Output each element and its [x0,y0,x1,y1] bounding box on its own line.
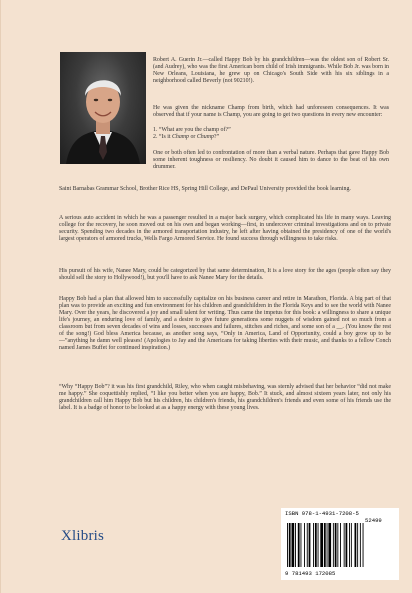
barcode-bar [335,523,337,567]
barcode-bar [287,523,288,567]
barcode-bar [349,523,350,567]
confrontation-paragraph: One or both often led to confrontation of more than a verbal nature. Perhaps that gave Happy Bob some inherent toughness or resiliency. No doubt it caused him to dance to the beat of his own drummer. [153,150,389,170]
schools-paragraph: Saint Barnabas Grammar School, Brother Rice HS, Spring Hill College, and DePaul University provided the book learning. [59,186,351,192]
barcode-bar [351,523,352,567]
barcode-bar [327,523,328,567]
question-item-1: 1. “What are you the champ of?” [153,127,231,133]
barcode-bar [295,523,296,567]
career-paragraph: A serious auto accident in which he was a passenger resulted in a major back surgery, which complicated his life in many ways. Leaving college for the recovery, he soon moved out on his own and began working—first, in undercover criminal investigations and on to private security. Spending two decades in the armored transportation industry, he left after having obtained the presidency of one of the world's largest operators of armored trucks, Wells Fargo Armored Service. He found success through willingness to take risks. [59,215,391,242]
barcode-bar [328,523,331,567]
barcode-bar [320,523,323,567]
barcode-bar [346,523,348,567]
barcode-bar [355,523,357,567]
barcode-bar [318,523,319,567]
plan-paragraph: Happy Bob had a plan that allowed him to successfully capitalize on his business career and retire in Marathon, Florida. A big part of that plan was to provide an exciting and fun environment for his children and grandchildren in the Florida Keys and to see the world with Nanee Mary. Over the years, he discovered a joy and small talent for writing. Thus came the impetus for this book: a willingness to share a unique life's journey, an enduring love of family, and a desire to give future generations some nuggets of wisdom gained not so much from a classroom but from seven decades of wins and losses, successes and failures, stitches and riches, and some son of a __. (You know the rest of the song!) God bless America because, as another song says, “Only in America, Land of Opportunity, could a boy grow up to be—”anything he damn well pleases! (Apologies to Jay and the Americans for taking liberties with their music, and thanks to a fellow Conch named James Buffet for continued inspiration.) [59,296,391,351]
barcode-bar [315,523,317,567]
barcode-bar [363,523,364,567]
barcode-bar [360,523,361,567]
intro-paragraph: Robert A. Guerin Jr.—called Happy Bob by his grandchildren—was the oldest son of Robert Sr. (and Audrey), who was the first American born child of Irish immigrants. While Bob Jr. was born in New Orleans, Louisiana, he grew up on Chicago's South Side with his six siblings in a neighborhood called Beverly (not 90210!). [153,57,389,84]
isbn-barcode [281,508,399,580]
nickname-paragraph: He was given the nickname Champ from birth, which had unforeseen consequences. It was observed that if your name is Champ, you are going to get two questions in every new encounter: [153,105,389,118]
isbn-label: ISBN 978-1-4931-7208-5 [285,510,359,517]
barcode-bar [357,523,358,567]
barcode-bar [292,523,295,567]
wife-paragraph: His pursuit of his wife, Nanee Mary, could be categorized by that same determination, It is a love story for the ages (people often say they should sell the story to Hollywood!), but you'll have to ask Nanee Mary for the details. [59,268,391,281]
barcode-bar [309,523,311,567]
barcode-bar [324,523,326,567]
barcode-bar [298,523,300,567]
barcode-bar [289,523,291,567]
barcode-bar [313,523,314,567]
question-item-2: 2. “Is it Champ or Chump?” [153,134,220,140]
barcode-digits: 9 781493 172085 [285,570,336,577]
author-portrait-image [60,52,146,164]
questions-list [153,127,389,141]
author-photo [60,52,146,164]
price-code: 52499 [365,517,382,524]
barcode-bar [333,523,334,567]
publisher-logo: Xlibris [61,528,105,544]
barcode-bar [304,523,305,567]
barcode-bar [307,523,308,567]
barcode-bar [344,523,345,567]
barcode-bars [285,523,395,569]
barcode-bar [340,523,341,567]
why-happy-paragraph: “Why “Happy Bob”? it was his first grandchild, Riley, who when caught misbehaving, was sternly advised that her behavior “did not make me happy.” She coquettishly replied, “I like you better when you are happy, Bob.” It stuck, and almost sixteen years later, not only his grandchildren call him Happy Bob but his children, his children's friends, his grandchildren's friends and even some of his friends use the label. It is a badge of honor to be looked at as a happy energy with these young lives. [59,384,391,411]
barcode-bar [337,523,338,567]
barcode-bar [301,523,302,567]
